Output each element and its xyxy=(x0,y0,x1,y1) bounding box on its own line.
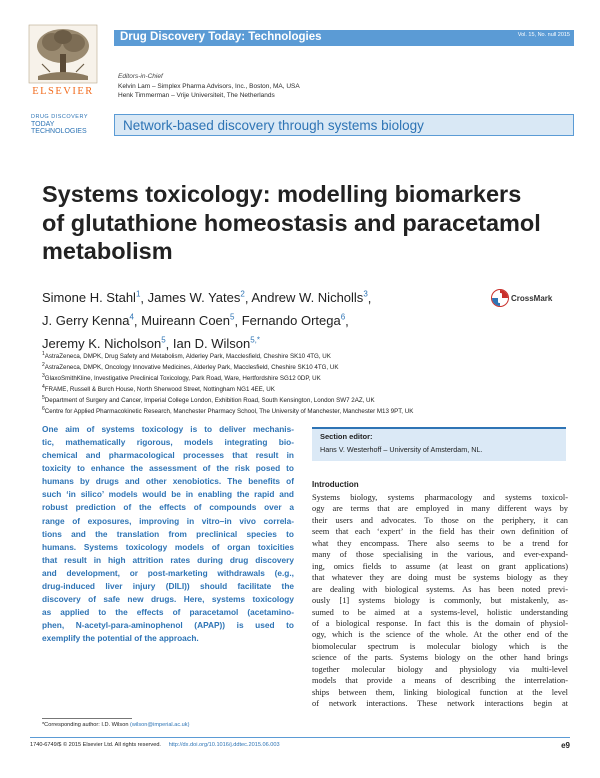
author[interactable]: Jeremy K. Nicholson$^5$ xyxy=(42,335,166,351)
intro-line: ogy, which is the science of the whole. At the other end of the xyxy=(312,630,568,640)
corresponding-author xyxy=(42,722,189,728)
abstract-line: as applied to the effects of paracetamol (acetamino- xyxy=(42,607,294,618)
intro-line: that whatever they are doing must be systems biology as they xyxy=(312,573,568,583)
abstract-line: such ‘in silico’ models would be in enabling the rapid and xyxy=(42,489,294,500)
intro-line: Systems biology, systems pharmacology and systems toxicol- xyxy=(312,493,568,502)
intro-line: models that provide a means of describing the interrelation- xyxy=(312,676,568,686)
intro-line: ogy are terms that are employed in many different ways by xyxy=(312,504,568,514)
abstract-line: range of exposures, improving in vitro–in vivo correla- xyxy=(42,515,294,526)
abstract-line: One aim of systems toxicology is to deliver mechanis- xyxy=(42,424,294,434)
abstract-line: that result in high attrition rates during drug discovery xyxy=(42,554,294,565)
journal-title[interactable]: Drug Discovery Today: Technologies xyxy=(120,31,322,43)
intro-line: sumed to be aimed at a systems-level, holistic understanding xyxy=(312,607,568,617)
journal-logo-line1: DRUG DISCOVERY xyxy=(31,114,89,120)
intro-line: together molecular biology and physiology via multi-level xyxy=(312,664,568,674)
abstract-line: humans. Systems toxicology models of organ toxicities xyxy=(42,541,294,552)
section-editor-label: Section editor: xyxy=(320,432,373,441)
section-editor-name: Hans V. Westerhoff – University of Amsterdam, NL. xyxy=(320,445,483,454)
affiliation: $^1$AstraZeneca, DMPK, Drug Safety and Metabolism, Alderley Park, Macclesfield, Cheshire SK10 4TG, UK xyxy=(42,351,331,361)
intro-line: what they encompass. There also seems to be a trend for xyxy=(312,538,568,548)
intro-line: are dealing with biological systems. As has been noted previ- xyxy=(312,584,568,594)
affiliations xyxy=(42,350,562,416)
affiliation: $^4$FRAME, Russell & Burch House, North Sherwood Street, Nottingham NG1 4EE, UK xyxy=(42,384,275,394)
author[interactable]: Fernando Ortega$^6$ xyxy=(241,312,346,329)
journal-logo-line2: TODAY xyxy=(31,121,55,128)
journal-logo-line3: TECHNOLOGIES xyxy=(31,128,87,135)
section-title: Network-based discovery through systems biology xyxy=(123,118,424,133)
page-number: e9 xyxy=(561,741,570,750)
editors-label: Editors-in-Chief xyxy=(118,73,163,80)
abstract-line: and development, or post-marketing withdrawals (e.g., xyxy=(42,567,294,578)
abstract-line: tions and the translation from preclinical species to xyxy=(42,528,294,539)
page-footer xyxy=(30,742,570,748)
elsevier-tree-icon xyxy=(28,24,98,84)
crossmark-icon xyxy=(491,289,509,307)
abstract-line: robust prediction of the effects of compounds over a xyxy=(42,502,294,513)
abstract-line: humans by drugs and other xenobiotics. The benefits of xyxy=(42,476,294,487)
intro-line: science of the parts. Systems biology on the other hand brings xyxy=(312,653,568,663)
affiliation: $^5$Department of Surgery and Cancer, Imperial College London, Exhibition Road, South Kensington, London SW7 2AZ, UK xyxy=(42,395,375,405)
author[interactable]: Ian D. Wilson$^{5,*}$ xyxy=(172,335,261,351)
email-link[interactable]: (wilson@imperial.ac.uk) xyxy=(130,722,190,728)
intro-line: many of those specialising in the various, and ever-expand- xyxy=(312,550,568,560)
journal-logo xyxy=(31,114,99,135)
editors-in-chief xyxy=(118,72,300,101)
introduction-text xyxy=(312,492,568,710)
section-editor-box xyxy=(312,427,566,461)
author[interactable]: Muireann Coen$^5$ xyxy=(141,312,235,329)
abstract-line: chemical and pharmacological processes that result in xyxy=(42,450,294,461)
abstract-line: phen, N-acetyl-para-aminophenol (APAP)) is used to xyxy=(42,620,294,631)
intro-line: ships between them, linking biological function at the level xyxy=(312,687,568,697)
corresponding-author-text: *Corresponding author: I.D. Wilson xyxy=(42,722,129,728)
intro-line: their users and advocates. To those on the periphery, it can xyxy=(312,515,568,525)
author-list: Simone H. Stahl$^1$, James W. Yates$^2$, Andrew W. Nicholls$^3$, J. Gerry Kenna$^4$, Muireann Coen$^5$, Fernando Ortega$^6$, Jeremy K. Nicholson$^5$, Ian D. Wilson$^{5,*}$ xyxy=(42,290,372,351)
intro-line: biomolecular spectrum is molecular biology which is the xyxy=(312,641,568,651)
affiliation: $^3$GlaxoSmithKline, Investigative Preclinical Toxicology, Park Road, Ware, Hertfordshire SG12 0DP, UK xyxy=(42,373,321,383)
editor-1: Kelvin Lam – Simplex Pharma Advisors, Inc., Boston, MA, USA xyxy=(118,82,300,90)
intro-line: of network interactions. These network interactions begin at xyxy=(312,699,568,709)
section-banner xyxy=(114,114,574,136)
affiliation: $^6$Centre for Applied Pharmacokinetic Research, Manchester Pharmacy School, The University of Manchester, Manchester M13 9PT, UK xyxy=(42,406,414,416)
journal-volume-info: Vol. 15, No. null 2015 xyxy=(517,32,570,38)
abstract xyxy=(42,423,294,645)
author[interactable]: J. Gerry Kenna$^4$ xyxy=(42,312,134,329)
introduction-heading: Introduction xyxy=(312,480,359,489)
author[interactable]: James W. Yates$^2$ xyxy=(147,290,245,306)
article-title: Systems toxicology: modelling biomarkers of glutathione homeostasis and paracetamol metabolism xyxy=(42,181,541,264)
journal-header-bar xyxy=(114,30,574,46)
editor-2: Henk Timmerman – Vrije Universiteit, The Netherlands xyxy=(118,92,275,99)
abstract-line: discovery of safe new drugs. Here, systems toxicology xyxy=(42,594,294,605)
issn-copyright: 1740-6749/$ © 2015 Elsevier Ltd. All rights reserved. xyxy=(30,742,161,748)
elsevier-wordmark: ELSEVIER xyxy=(32,86,94,97)
affiliation: $^2$AstraZeneca, DMPK, Oncology Innovative Medicines, Alderley Park, Macclesfield, Cheshire SK10 4TG, UK xyxy=(42,362,339,372)
intro-line: ously [1] systems biology is commonly, but mistakenly, as- xyxy=(312,596,568,606)
abstract-line: drug-induced liver injury (DILI)) should facilitate the xyxy=(42,580,294,591)
footnote-rule xyxy=(42,718,132,719)
abstract-line: exemplify the potential of the approach. xyxy=(42,633,199,644)
intro-line: seem that each ‘expert’ in the field has their own definition of xyxy=(312,527,568,537)
elsevier-logo[interactable] xyxy=(28,24,98,97)
abstract-line: toxicity to enhance the assessment of the risk posed to xyxy=(42,463,294,474)
author[interactable]: Simone H. Stahl$^1$ xyxy=(42,290,141,306)
crossmark-button[interactable] xyxy=(491,289,552,307)
intro-line: ing, omics fields to assume (at least on grant applications) xyxy=(312,561,568,571)
doi-link[interactable]: http://dx.doi.org/10.1016/j.ddtec.2015.06.003 xyxy=(168,742,280,748)
author[interactable]: Andrew W. Nicholls$^3$ xyxy=(251,290,368,306)
footer-rule xyxy=(30,737,570,738)
crossmark-label: CrossMark xyxy=(511,293,553,303)
abstract-line: tic, mathematically rigorous, models integrating bio- xyxy=(42,437,294,448)
intro-line: of a biological response. In fact this is the domain of physiol- xyxy=(312,618,568,628)
